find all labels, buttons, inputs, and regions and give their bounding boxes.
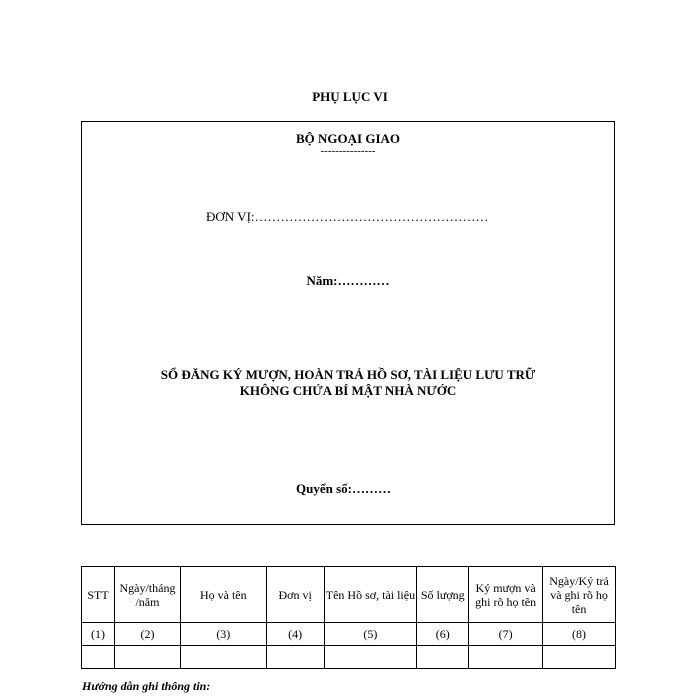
header-unit: Đơn vị (266, 567, 324, 623)
register-title-line-2: KHÔNG CHỨA BÍ MẬT NHÀ NƯỚC (239, 383, 457, 398)
header-return-signature: Ngày/Ký trả và ghi rõ họ tên (543, 567, 616, 623)
column-number: (1) (82, 623, 115, 646)
column-number: (8) (543, 623, 616, 646)
column-number: (5) (324, 623, 417, 646)
column-number: (4) (266, 623, 324, 646)
register-title-line-1: SỔ ĐĂNG KÝ MƯỢN, HOÀN TRẢ HỒ SƠ, TÀI LIỆU LƯU TRỮ (160, 367, 536, 382)
empty-cell (543, 646, 616, 669)
empty-cell (266, 646, 324, 669)
empty-cell (469, 646, 543, 669)
table-row (82, 646, 616, 669)
register-title (82, 367, 614, 399)
empty-cell (82, 646, 115, 669)
separator-line: --------------- (320, 145, 376, 157)
header-borrow-signature: Ký mượn và ghi rõ họ tên (469, 567, 543, 623)
column-number: (6) (417, 623, 469, 646)
volume-line: Quyển số:……… (296, 481, 391, 496)
table-header-row (82, 567, 616, 623)
guide-label: Hướng dẫn ghi thông tin: (82, 679, 211, 693)
empty-cell (324, 646, 417, 669)
ministry-name: BỘ NGOẠI GIAO (295, 131, 400, 146)
header-date: Ngày/tháng /năm (114, 567, 180, 623)
column-number-row (82, 623, 616, 646)
year-line: Năm:………… (306, 273, 390, 288)
header-stt: STT (82, 567, 115, 623)
header-quantity: Số lượng (417, 567, 469, 623)
empty-cell (114, 646, 180, 669)
header-document-name: Tên Hồ sơ, tài liệu (324, 567, 417, 623)
register-table (81, 566, 616, 669)
appendix-title: PHỤ LỤC VI (312, 89, 388, 104)
empty-cell (180, 646, 266, 669)
column-number: (2) (114, 623, 180, 646)
unit-line: ĐƠN VỊ:……………………………………………… (206, 209, 489, 224)
empty-cell (417, 646, 469, 669)
header-full-name: Họ và tên (180, 567, 266, 623)
register-cover (81, 121, 615, 525)
column-number: (7) (469, 623, 543, 646)
column-number: (3) (180, 623, 266, 646)
